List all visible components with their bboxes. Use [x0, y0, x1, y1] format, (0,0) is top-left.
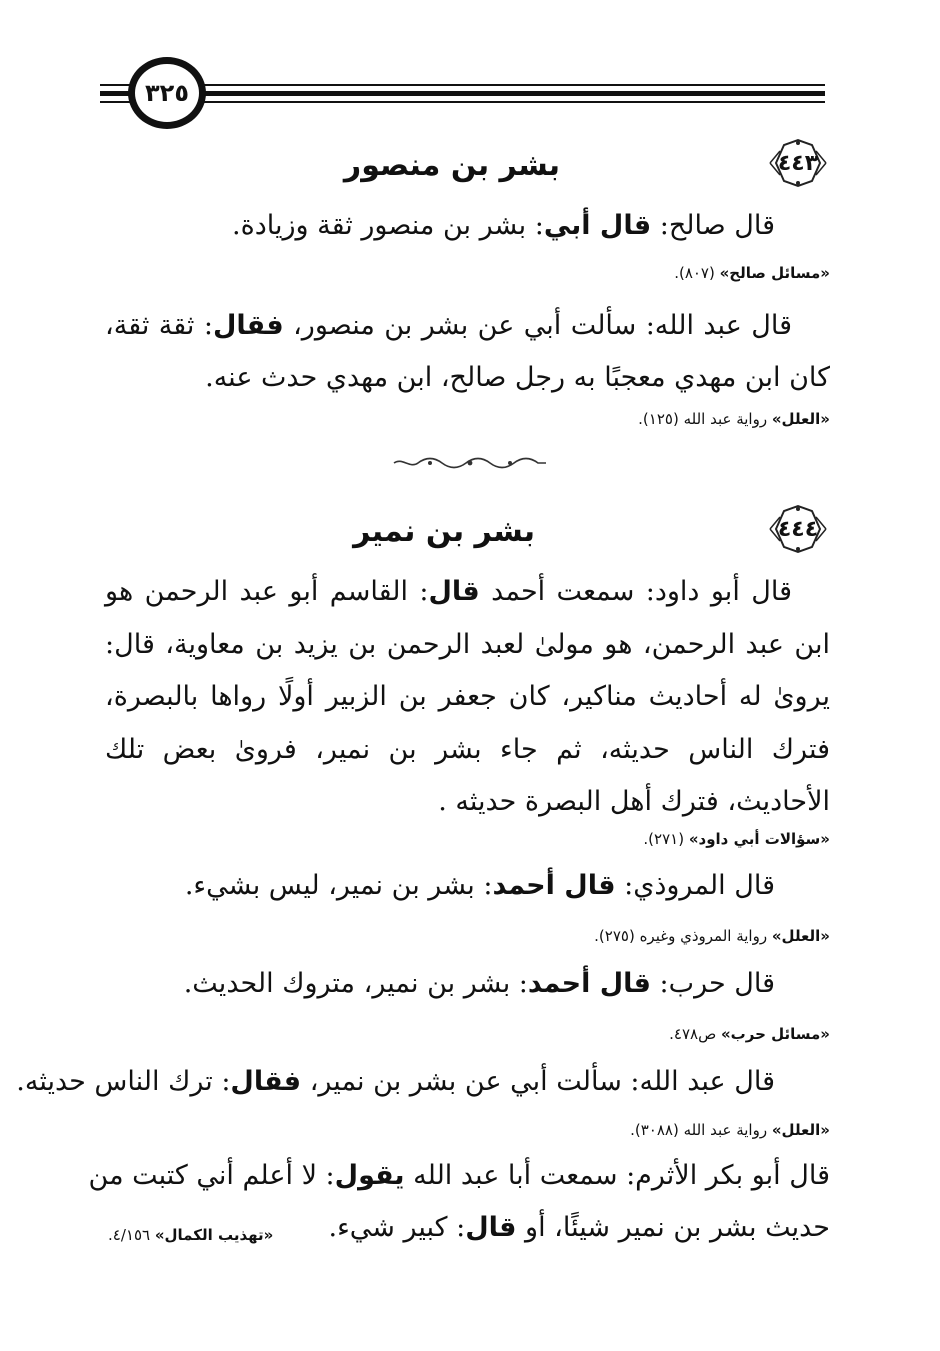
narration-lead: قال عبد الله: سألت أبي عن بشر بن منصور،: [283, 310, 792, 341]
narration-lead: قال المروذي:: [615, 870, 775, 901]
narration-keyword: قال أحمد: [492, 870, 616, 901]
narration-paragraph: [105, 566, 830, 829]
narration-keyword: قال أحمد: [527, 968, 651, 999]
source-ref: ص٤٧٨.: [669, 1025, 721, 1043]
entry-number-badge: [766, 137, 830, 189]
narration-text: : القاسم أبو عبد الرحمن هو ابن عبد الرحمن، هو مولىٰ لعبد الرحمن بن يزيد بن معاوية، قال: يروىٰ له أحاديث مناكير، كان جعفر بن الزبير أولًا رواها بالبصرة، فترك الناس حديثه، ثم جاء بشر بن نمير، فروىٰ بعض تلك الأحاديث، فترك أهل البصرة حديثه .: [105, 576, 830, 817]
narration-lead: قال حرب:: [650, 968, 775, 999]
source-title: «تهذيب الكمال»: [154, 1226, 274, 1244]
narration-lead: قال صالح:: [651, 210, 775, 241]
narration-text: : كبير شيء.: [328, 1212, 466, 1243]
narration-line: [16, 1066, 775, 1097]
narration-line: [185, 870, 775, 901]
source-title: «مسائل صالح»: [719, 264, 830, 282]
narration-line: [184, 968, 775, 999]
entry-title: بشر بن منصور: [343, 148, 560, 183]
source-title: «العلل»: [771, 927, 830, 945]
source-citation: [594, 927, 830, 945]
narration-paragraph: [105, 300, 830, 404]
entry-title: بشر بن نمير: [353, 514, 535, 549]
narration-keyword: فقال: [212, 310, 284, 341]
narration-lead: حديث بشر بن نمير شيئًا، أو: [516, 1212, 830, 1243]
page-number-medallion: [128, 57, 206, 129]
source-title: «العلل»: [771, 1121, 830, 1139]
header-rule: [100, 101, 825, 103]
narration-keyword: قال أبي: [543, 210, 652, 241]
source-title: «سؤالات أبي داود»: [688, 830, 830, 848]
source-citation: [669, 1025, 830, 1043]
narration-line: [329, 1212, 831, 1243]
narration-keyword: قال: [465, 1212, 517, 1243]
header-rule: [100, 84, 825, 86]
page-number: ٣٢٥: [145, 79, 189, 107]
source-citation: [108, 1226, 273, 1244]
source-citation: [638, 410, 830, 428]
header-rule: [100, 91, 825, 96]
narration-lead: قال أبو داود: سمعت أحمد: [479, 576, 792, 607]
source-ref: (٢٧١).: [643, 830, 689, 848]
source-ref: (٨٠٧).: [674, 264, 720, 282]
narration-keyword: قال: [428, 576, 480, 607]
narration-text: : بشر بن نمير، متروك الحديث.: [183, 968, 528, 999]
narration-text: : لا أعلم أني كتبت من: [88, 1160, 335, 1191]
narration-text: : بشر بن منصور ثقة وزيادة.: [232, 210, 544, 241]
source-citation: [630, 1121, 830, 1139]
narration-line: [89, 1160, 830, 1191]
source-ref: رواية عبد الله (١٢٥).: [638, 410, 772, 428]
narration-lead: قال أبو بكر الأثرم: سمعت أبا عبد الله: [404, 1160, 830, 1191]
source-ref: رواية عبد الله (٣٠٨٨).: [630, 1121, 772, 1139]
source-ref: رواية المروذي وغيره (٢٧٥).: [594, 927, 772, 945]
narration-keyword: يقول: [334, 1160, 405, 1191]
entry-number: ٤٤٣: [777, 150, 819, 176]
ornament-divider: [392, 457, 548, 469]
source-citation: [674, 264, 830, 282]
narration-line: [232, 210, 775, 241]
narration-keyword: فقال: [230, 1066, 302, 1097]
entry-number-badge: [766, 503, 830, 555]
source-ref: ٤/١٥٦.: [108, 1226, 155, 1244]
source-citation: [643, 830, 830, 848]
entry-number: ٤٤٤: [777, 516, 819, 542]
narration-text: : ثقة ثقة، كان ابن مهدي معجبًا به رجل صالح، ابن مهدي حدث عنه.: [105, 310, 830, 393]
source-title: «مسائل حرب»: [720, 1025, 830, 1043]
narration-text: : بشر بن نمير، ليس بشيء.: [184, 870, 493, 901]
narration-text: : ترك الناس حديثه.: [16, 1066, 231, 1097]
narration-lead: قال عبد الله: سألت أبي عن بشر بن نمير،: [301, 1066, 775, 1097]
source-title: «العلل»: [771, 410, 830, 428]
